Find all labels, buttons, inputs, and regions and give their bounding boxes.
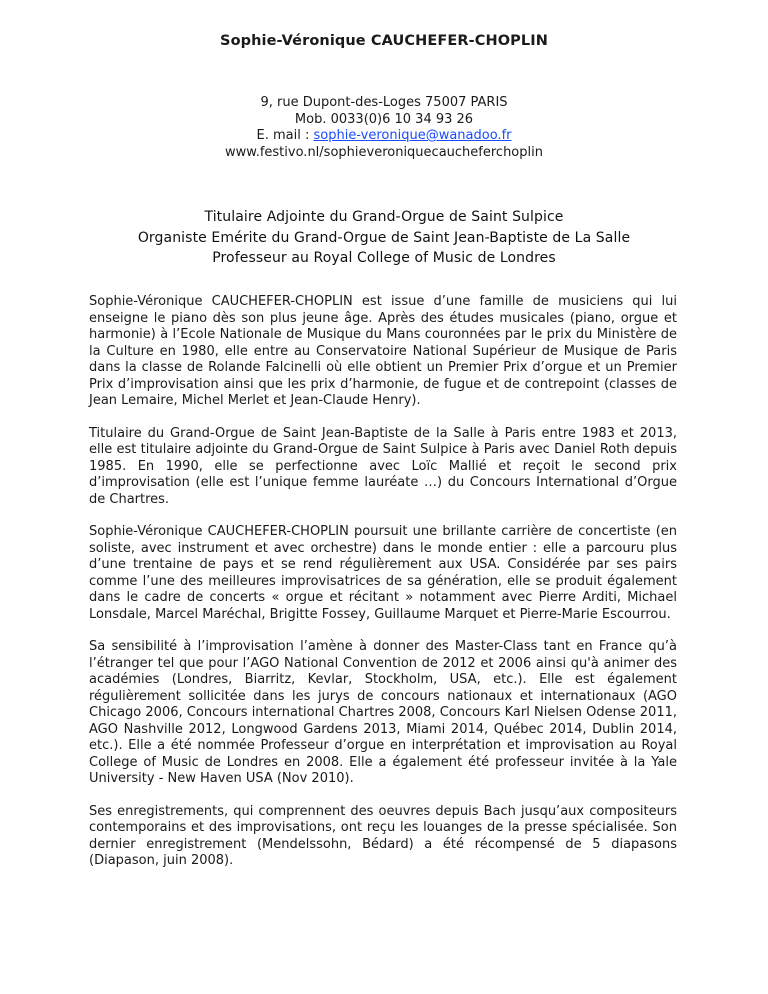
bio-paragraph-teaching: Sa sensibilité à l’improvisation l’amène à donner des Master-Class tant en France qu’à l’étranger tel que pour l’AGO National Convention de 2012 et 2006 ainsi qu'à animer des académies (Londres, Biarritz, Kevlar, Stockholm, USA, etc.). Elle est également régulièrement sollicitée dans les jurys de concours nationaux et internationaux (AGO Chicago 2006, Concours international Chartres 2008, Concours Karl Nielsen Odense 2011, AGO Nashville 2012, Longwood Gardens 2013, Miami 2014, Québec 2014, Dublin 2014, etc.). Elle a été nommée Professeur d’orgue en interprétation et improvisation au Royal College of Music de Londres en 2008. Elle a également été professeur invitée à la Yale University - New Haven USA (Nov 2010). <box>89 639 677 786</box>
mobile-line: Mob. 0033(0)6 10 34 93 26 <box>294 111 474 127</box>
email-label: E. mail : <box>256 128 314 143</box>
bio-paragraph-titular: Titulaire du Grand-Orgue de Saint Jean-Baptiste de la Salle à Paris entre 1983 et 2013, elle est titulaire adjointe du Grand-Orgue de Saint Sulpice à Paris avec Daniel Roth depuis 1985. En 1990, elle se perfectionne avec Loïc Mallié et reçoit le second prix d’improvisation (elle est l’unique femme lauréate …) du Concours International d’Orgue de Chartres. <box>89 425 677 507</box>
contact-block <box>0 95 768 161</box>
email-link[interactable]: sophie-veronique@wanadoo.fr <box>313 128 512 143</box>
bio-paragraph-concert-career: Sophie-Véronique CAUCHEFER-CHOPLIN poursuit une brillante carrière de concertiste (en soliste, avec instrument et avec orchestre) dans le monde entier : elle a parcouru plus d’une trentaine de pays et se rend régulièrement aux USA. Considérée par ses pairs comme l’une des meilleures improvisatrices de sa génération, elle se produit également dans le cadre de concerts « orgue et récitant » notamment avec Pierre Arditi, Michael Lonsdale, Marcel Maréchal, Brigitte Fossey, Guillaume Marquet et Pierre-Marie Escourrou. <box>89 524 677 622</box>
position-title: Titulaire Adjointe du Grand-Orgue de Saint Sulpice <box>204 209 564 225</box>
position-title: Organiste Emérite du Grand-Orgue de Saint Jean-Baptiste de La Salle <box>137 229 631 246</box>
positions-block <box>0 207 768 269</box>
website-line: www.festivo.nl/sophieveroniquecaucheferchoplin <box>225 144 543 160</box>
bio-paragraph-recordings: Ses enregistrements, qui comprennent des oeuvres depuis Bach jusqu’aux compositeurs contemporains et des improvisations, ont reçu les louanges de la presse spécialisée. Son dernier enregistrement (Mendelssohn, Bédard) a été récompensé de 5 diapasons (Diapason, juin 2008). <box>89 803 677 868</box>
address-line: 9, rue Dupont-des-Loges 75007 PARIS <box>260 95 508 110</box>
email-line <box>0 128 768 145</box>
biography-body <box>89 294 677 886</box>
document-title-name: Sophie-Véronique CAUCHEFER-CHOPLIN <box>220 33 548 49</box>
position-title: Professeur au Royal College of Music de Londres <box>212 250 556 266</box>
bio-paragraph-early-life: Sophie-Véronique CAUCHEFER-CHOPLIN est issue d’une famille de musiciens qui lui enseigne le piano dès son plus jeune âge. Après des études musicales (piano, orgue et harmonie) à l’Ecole Nationale de Musique du Mans couronnées par le prix du Ministère de la Culture en 1980, elle entre au Conservatoire National Supérieur de Musique de Paris dans la classe de Rolande Falcinelli où elle obtient un Premier Prix d’orgue et un Premier Prix d’improvisation ainsi que les prix d’harmonie, de fugue et de contrepoint (classes de Jean Lemaire, Michel Merlet et Jean-Claude Henry). <box>89 294 677 408</box>
